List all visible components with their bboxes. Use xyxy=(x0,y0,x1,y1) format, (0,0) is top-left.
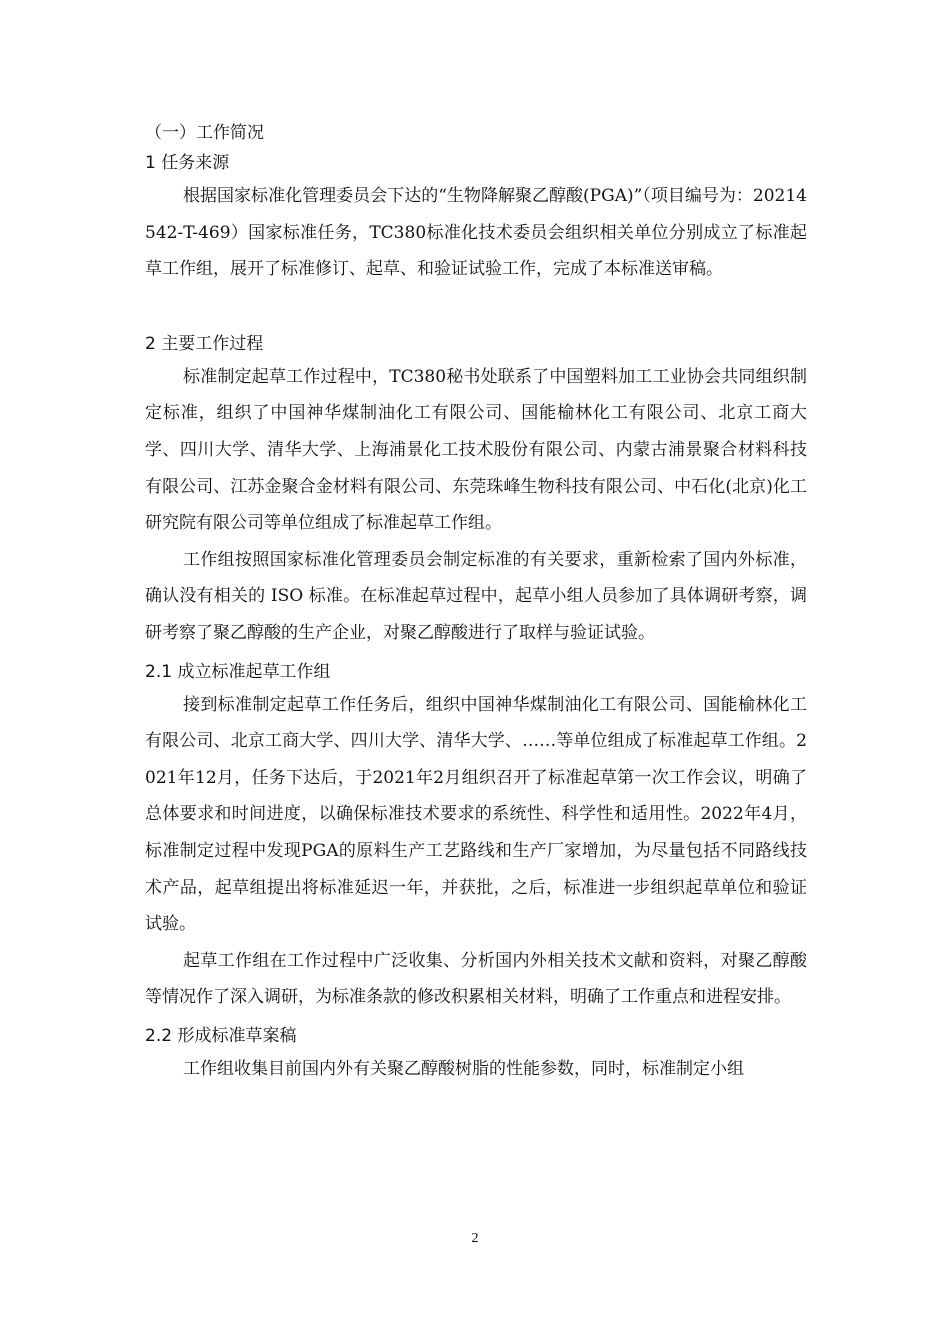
paragraph-main-process-2: 工作组按照国家标准化管理委员会制定标准的有关要求，重新检索了国内外标准，确认没有相关的 ISO 标准。在标准起草过程中，起草小组人员参加了具体调研考察，调研考察了聚乙醇酸的生产企业，对聚乙醇酸进行了取样与验证试验。 xyxy=(145,549,807,643)
heading-draft-form: 2.2 形成标准草案稿 xyxy=(145,1025,297,1046)
heading-drafting-group: 2.1 成立标准起草工作组 xyxy=(145,661,331,682)
paragraph-drafting-group-1: 接到标准制定起草工作任务后，组织中国神华煤制油化工有限公司、国能榆林化工有限公司、北京工商大学、四川大学、清华大学、……等单位组成了标准起草工作组。2021年12月，任务下达后，于2021年2月组织召开了标准起草第一次工作会议，明确了总体要求和时间进度，以确保标准技术要求的系统性、科学性和适用性。2022年4月，标准制定过程中发现PGA的原料生产工艺路线和生产厂家增加，为尽量包括不同路线技术产品，起草组提出将标准延迟一年，并获批，之后，标准进一步组织起草单位和验证试验。 xyxy=(145,694,807,935)
paragraph-task-source: 根据国家标准化管理委员会下达的“生物降解聚乙醇酸(PGA)”（项目编号为：20214542-T-469）国家标准任务，TC380标准化技术委员会组织相关单位分别成立了标准起草工作组，展开了标准修订、起草、和验证试验工作，完成了本标准送审稿。 xyxy=(145,186,807,280)
heading-task-source: 1 任务来源 xyxy=(145,153,230,173)
heading-main-process: 2 主要工作过程 xyxy=(145,333,264,354)
page-number: 2 xyxy=(471,1231,479,1246)
section-title: （一）工作简况 xyxy=(145,123,264,143)
paragraph-draft-form: 工作组收集目前国内外有关聚乙醇酸树脂的性能参数，同时，标准制定小组 xyxy=(183,1058,744,1079)
page-body xyxy=(145,116,807,1087)
paragraph-main-process-1: 标准制定起草工作过程中，TC380秘书处联系了中国塑料加工工业协会共同组织制定标准，组织了中国神华煤制油化工有限公司、国能榆林化工有限公司、北京工商大学、四川大学、清华大学、上海浦景化工技术股份有限公司、内蒙古浦景聚合材料科技有限公司、江苏金聚合金材料有限公司、东莞珠峰生物科技有限公司、中石化(北京)化工研究院有限公司等单位组成了标准起草工作组。 xyxy=(145,366,807,534)
paragraph-drafting-group-2: 起草工作组在工作过程中广泛收集、分析国内外相关技术文献和资料，对聚乙醇酸等情况作了深入调研，为标准条款的修改积累相关材料，明确了工作重点和进程安排。 xyxy=(145,950,807,1008)
